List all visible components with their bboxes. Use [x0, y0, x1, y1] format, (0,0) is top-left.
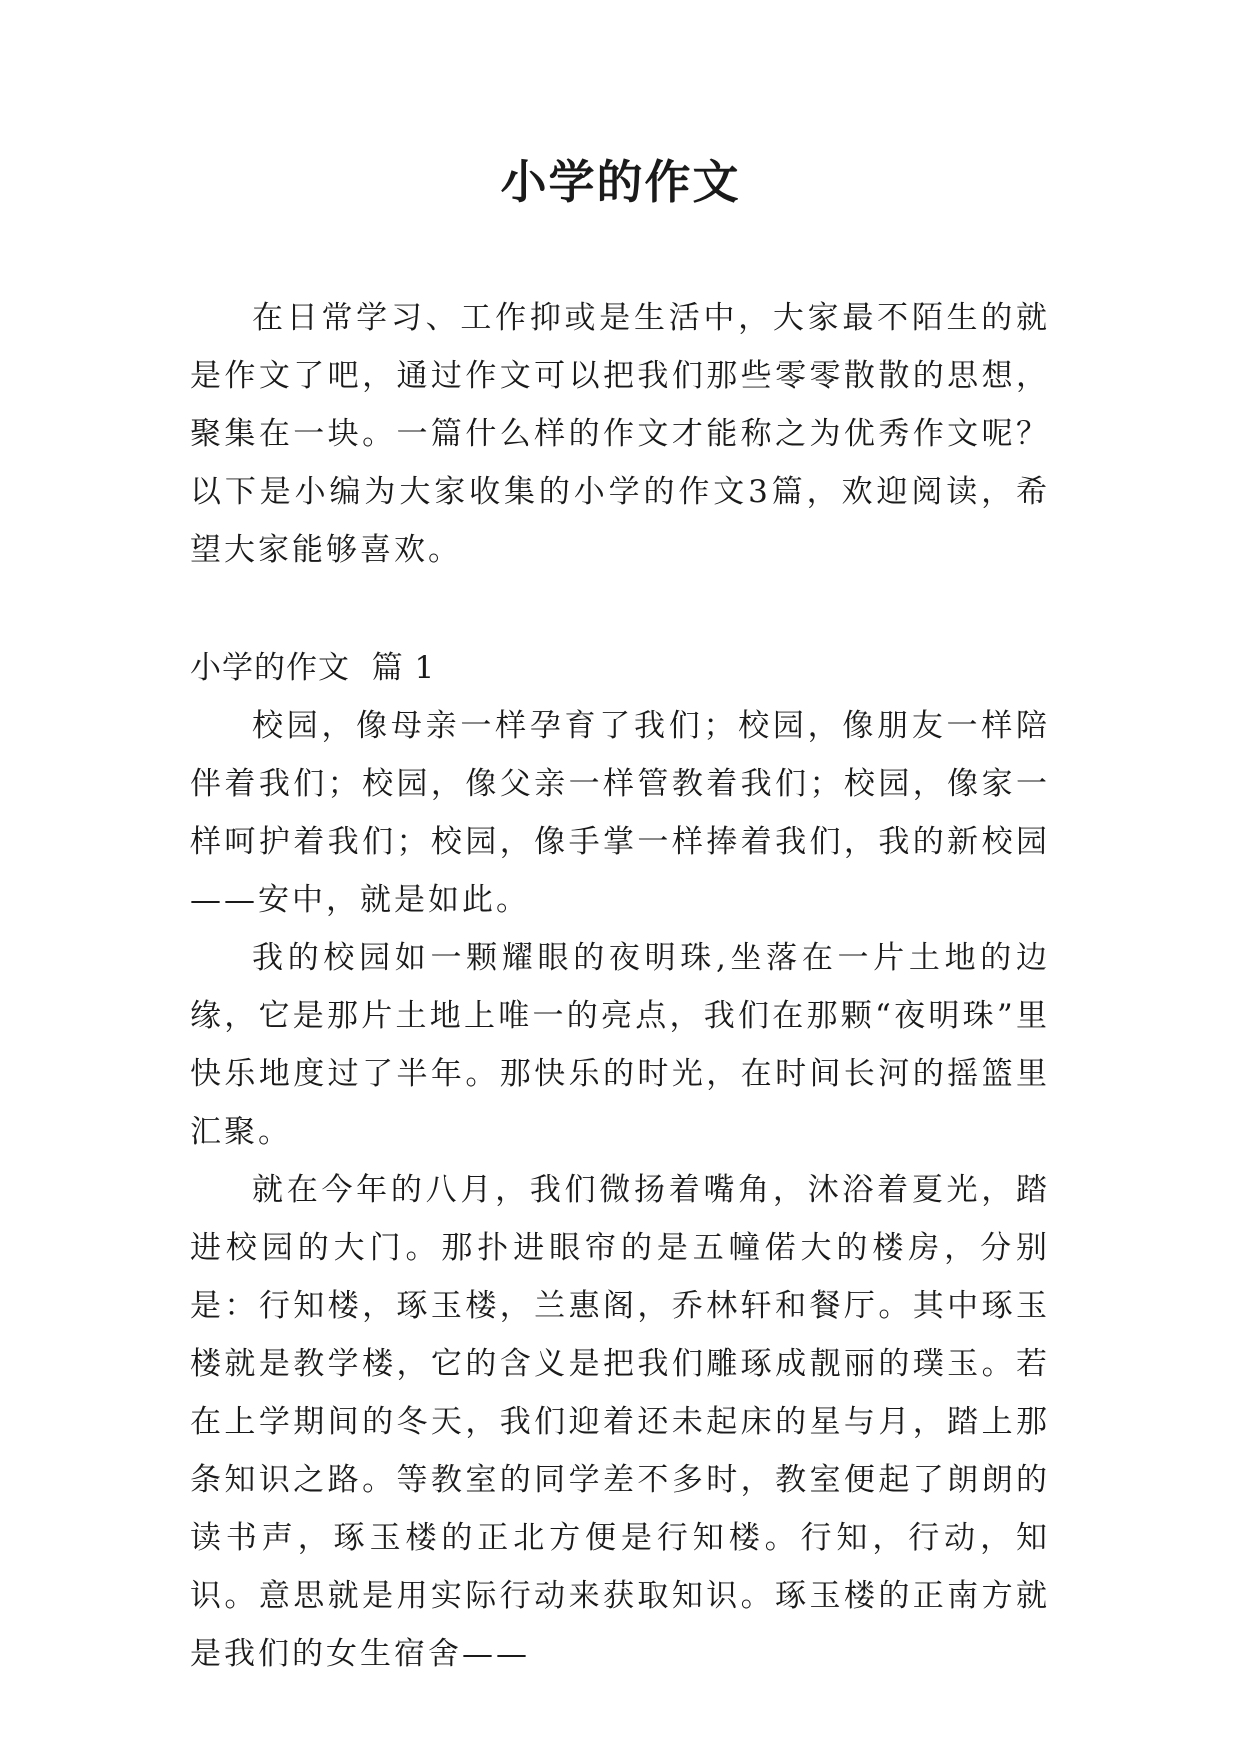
- document-title: 小学的作文: [500, 155, 741, 209]
- intro-paragraph: 在日常学习、工作抑或是生活中，大家最不陌生的就是作文了吧，通过作文可以把我们那些零零散散的思想，聚集在一块。一篇什么样的作文才能称之为优秀作文呢？以下是小编为大家收集的小学的作文3篇，欢迎阅读，希望大家能够喜欢。: [190, 300, 1050, 568]
- essay-body: [190, 697, 1050, 1683]
- essay-paragraph-2: 我的校园如一颗耀眼的夜明珠,坐落在一片土地的边缘，它是那片土地上唯一的亮点，我们在那颗“夜明珠”里快乐地度过了半年。那快乐的时光，在时间长河的摇篮里汇聚。: [190, 940, 1050, 1150]
- section-heading: 小学的作文 篇 1: [190, 650, 436, 686]
- intro-section: [190, 289, 1050, 579]
- essay-paragraph-1: 校园，像母亲一样孕育了我们；校园，像朋友一样陪伴着我们；校园，像父亲一样管教着我们；校园，像家一样呵护着我们；校园，像手掌一样捧着我们，我的新校园——安中，就是如此。: [190, 708, 1050, 918]
- essay-paragraph-3: 就在今年的八月，我们微扬着嘴角，沐浴着夏光，踏进校园的大门。那扑进眼帘的是五幢偌大的楼房，分别是：行知楼，琢玉楼，兰惠阁，乔林轩和餐厅。其中琢玉楼就是教学楼，它的含义是把我们雕琢成靓丽的璞玉。若在上学期间的冬天，我们迎着还未起床的星与月，踏上那条知识之路。等教室的同学差不多时，教室便起了朗朗的读书声，琢玉楼的正北方便是行知楼。行知，行动，知识。意思就是用实际行动来获取知识。琢玉楼的正南方就是我们的女生宿舍——: [190, 1172, 1050, 1672]
